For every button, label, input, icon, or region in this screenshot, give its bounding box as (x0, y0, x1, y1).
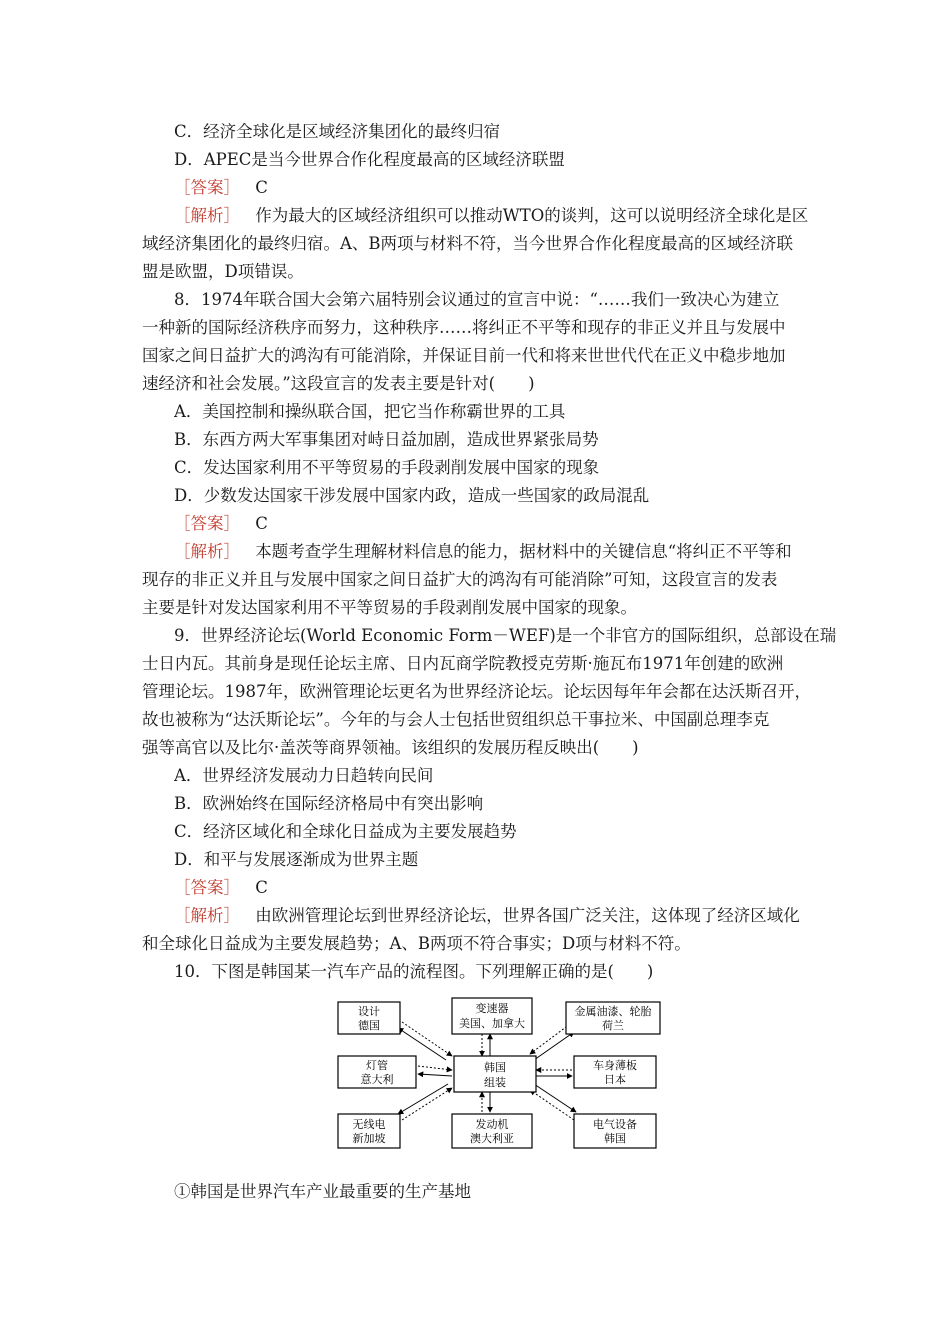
node-electric-label-2: 韩国 (604, 1132, 626, 1145)
node-lamp-label-2: 意大利 (360, 1073, 394, 1086)
arrow-electric-to-center (530, 1090, 574, 1120)
q9-stem-line-3: 管理论坛。1987年，欧洲管理论坛更名为世界经济论坛。论坛因每年年会都在达沃斯召开， (142, 682, 811, 701)
q8-option-a: A．美国控制和操纵联合国，把它当作称霸世界的工具 (174, 402, 566, 421)
q9-option-d: D．和平与发展逐渐成为世界主题 (174, 850, 419, 869)
analysis-tag: ［解析］ (174, 206, 240, 225)
analysis-text: 由欧洲管理论坛到世界经济论坛，世界各国广泛关注，这体现了经济区域化 (255, 906, 800, 925)
q8-stem-line-3: 国家之间日益扩大的鸿沟有可能消除，并保证目前一代和将来世世代代在正义中稳步地加 (142, 346, 786, 365)
q8-analysis-line-3: 主要是针对发达国家利用不平等贸易的手段剥削发展中国家的现象。 (142, 598, 637, 617)
node-electric-label-1: 电气设备 (593, 1118, 637, 1131)
q9-stem-line-4: 故也被称为“达沃斯论坛”。今年的与会人士包括世贸组织总干事拉米、中国副总理李克 (142, 710, 770, 729)
node-radio-label-1: 无线电 (352, 1118, 386, 1131)
node-lamp-label-1: 灯管 (366, 1059, 388, 1072)
node-engine-label-2: 澳大利亚 (470, 1132, 514, 1145)
node-radio-label-2: 新加坡 (352, 1132, 386, 1145)
analysis-tag: ［解析］ (174, 906, 240, 925)
answer-tag: ［答案］ (174, 878, 240, 897)
answer-tag: ［答案］ (174, 178, 240, 197)
node-sheet-label-2: 日本 (604, 1073, 626, 1086)
analysis-text: 本题考查学生理解材料信息的能力，据材料中的关键信息“将纠正不平等和 (255, 542, 792, 561)
arrow-center-to-electric (534, 1084, 576, 1112)
q9-stem-line-2: 士日内瓦。其前身是现任论坛主席、日内瓦商学院教授克劳斯·施瓦布1971年创建的欧洲 (142, 654, 784, 673)
arrow-lamp-to-center (418, 1066, 452, 1070)
q7-option-d: D．APEC是当今世界合作化程度最高的区域经济联盟 (174, 150, 565, 169)
q7-option-c: C．经济全球化是区域经济集团化的最终归宿 (174, 122, 501, 141)
q9-option-c: C．经济区域化和全球化日益成为主要发展趋势 (174, 822, 517, 841)
q8-answer (174, 510, 844, 538)
q8-stem-line-4: 速经济和社会发展。”这段宣言的发表主要是针对( ) (142, 374, 535, 393)
node-gearbox-label-1: 变速器 (475, 1002, 509, 1015)
q9-option-b: B．欧洲始终在国际经济格局中有突出影响 (174, 794, 484, 813)
node-sheet-label-1: 车身薄板 (593, 1059, 637, 1072)
answer-tag: ［答案］ (174, 514, 240, 533)
answer-value: C (255, 514, 268, 533)
node-paint-label-2: 荷兰 (602, 1019, 624, 1032)
q8-option-d: D．少数发达国家干涉发展中国家内政，造成一些国家的政局混乱 (174, 486, 650, 505)
node-center-label-2: 组装 (484, 1076, 506, 1089)
q9-stem-line-5: 强等高官以及比尔·盖茨等商界领袖。该组织的发展历程反映出( ) (142, 738, 639, 757)
q8-analysis-line-1 (174, 538, 844, 566)
node-center-label-1: 韩国 (484, 1061, 506, 1074)
q9-option-a: A．世界经济发展动力日趋转向民间 (174, 766, 434, 785)
node-design-label-2: 德国 (358, 1019, 380, 1032)
q8-stem-line-2: 一种新的国际经济秩序而努力，这种秩序……将纠正不平等和现存的非正义并且与发展中 (142, 318, 786, 337)
q7-answer (174, 174, 844, 202)
node-paint-label-1: 金属油漆、轮胎 (574, 1005, 652, 1018)
analysis-text: 作为最大的区域经济组织可以推动WTO的谈判，这可以说明经济全球化是区 (255, 206, 809, 225)
q8-stem-line-1: 8．1974年联合国大会第六届特别会议通过的宣言中说：“……我们一致决心为建立 (174, 290, 780, 309)
arrow-center-to-design (398, 1028, 446, 1060)
arrow-design-to-center (402, 1022, 452, 1056)
q9-stem-line-1: 9．世界经济论坛(World Economic Form－WEF)是一个非官方的国际组织，总部设在瑞 (174, 626, 837, 645)
q9-answer (174, 874, 844, 902)
arrow-center-to-lamp (418, 1074, 452, 1076)
answer-value: C (255, 878, 268, 897)
q10-item-1: ①韩国是世界汽车产业最重要的生产基地 (174, 1182, 471, 1201)
q10-stem: 10．下图是韩国某一汽车产品的流程图。下列理解正确的是( ) (174, 962, 654, 981)
q7-analysis-line-2: 域经济集团化的最终归宿。A、B两项与材料不符，当今世界合作化程度最高的区域经济联 (142, 234, 794, 253)
node-design-label-1: 设计 (358, 1005, 380, 1018)
node-engine-label-1: 发动机 (475, 1118, 509, 1131)
q9-analysis-line-2: 和全球化日益成为主要发展趋势；A、B两项不符合事实；D项与材料不符。 (142, 934, 691, 953)
answer-value: C (255, 178, 268, 197)
car-production-flow-diagram (334, 996, 664, 1151)
q8-analysis-line-2: 现存的非正义并且与发展中国家之间日益扩大的鸿沟有可能消除”可知，这段宣言的发表 (142, 570, 778, 589)
q9-analysis-line-1 (174, 902, 844, 930)
q8-option-c: C．发达国家利用不平等贸易的手段剥削发展中国家的现象 (174, 458, 600, 477)
q7-analysis-line-1 (174, 202, 844, 230)
q8-option-b: B．东西方两大军事集团对峙日益加剧，造成世界紧张局势 (174, 430, 599, 449)
analysis-tag: ［解析］ (174, 542, 240, 561)
node-gearbox-label-2: 美国、加拿大 (459, 1017, 525, 1030)
arrow-radio-to-center (402, 1088, 452, 1120)
q7-analysis-line-3: 盟是欧盟，D项错误。 (142, 262, 304, 281)
